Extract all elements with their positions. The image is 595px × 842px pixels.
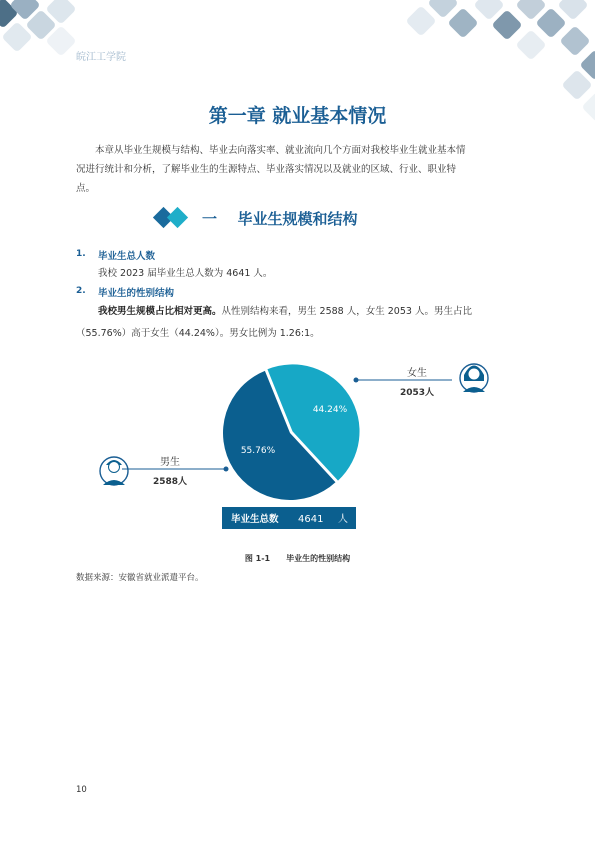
- total-unit: 人: [338, 514, 348, 525]
- item-2-bold-lead: 我校男生规模占比相对更高。: [98, 306, 222, 317]
- item-2-line-2: （55.76%）高于女生（44.24%）。男女比例为 1.26:1。: [76, 328, 320, 339]
- figure-caption: 图 1-1 毕业生的性别结构: [244, 554, 351, 563]
- male-student-icon: [100, 457, 128, 485]
- female-count: 2053人: [399, 388, 435, 398]
- intro-line-1: 本章从毕业生规模与结构、毕业去向落实率、就业流向几个方面对我校毕业生就业基本情: [95, 145, 466, 156]
- female-student-icon: [460, 364, 488, 392]
- male-label: 男生: [160, 457, 180, 468]
- item-2-number: 2.: [76, 286, 86, 296]
- item-1-text: 我校 2023 届毕业生总人数为 4641 人。: [98, 268, 273, 279]
- female-leader-dot: [354, 378, 359, 383]
- item-1-title: 毕业生总人数: [98, 251, 156, 262]
- item-1-number: 1.: [76, 249, 86, 259]
- female-label: 女生: [407, 368, 427, 379]
- total-label: 毕业生总数: [231, 514, 279, 525]
- male-leader-dot: [224, 467, 229, 472]
- pie-label-male-percent: 55.76%: [240, 446, 276, 456]
- section-title: 毕业生规模和结构: [237, 210, 358, 228]
- total-value: 4641: [298, 514, 324, 525]
- intro-line-2: 况进行统计和分析，了解毕业生的生源特点、毕业落实情况以及就业的区域、行业、职业特: [76, 164, 457, 175]
- intro-line-3: 点。: [76, 183, 96, 194]
- page-number: 10: [76, 785, 87, 795]
- item-2-title: 毕业生的性别结构: [98, 288, 175, 299]
- item-2-text-rest: 从性别结构来看，男生 2588 人，女生 2053 人。男生占比: [221, 306, 472, 317]
- pie-label-female-percent: 44.24%: [312, 405, 348, 415]
- male-count: 2588人: [152, 477, 188, 487]
- data-source: 数据来源：安徽省就业派遣平台。: [76, 573, 204, 583]
- school-name: 皖江工学院: [76, 52, 126, 63]
- chapter-title: 第一章 就业基本情况: [208, 105, 387, 127]
- section-number: 一: [202, 210, 218, 228]
